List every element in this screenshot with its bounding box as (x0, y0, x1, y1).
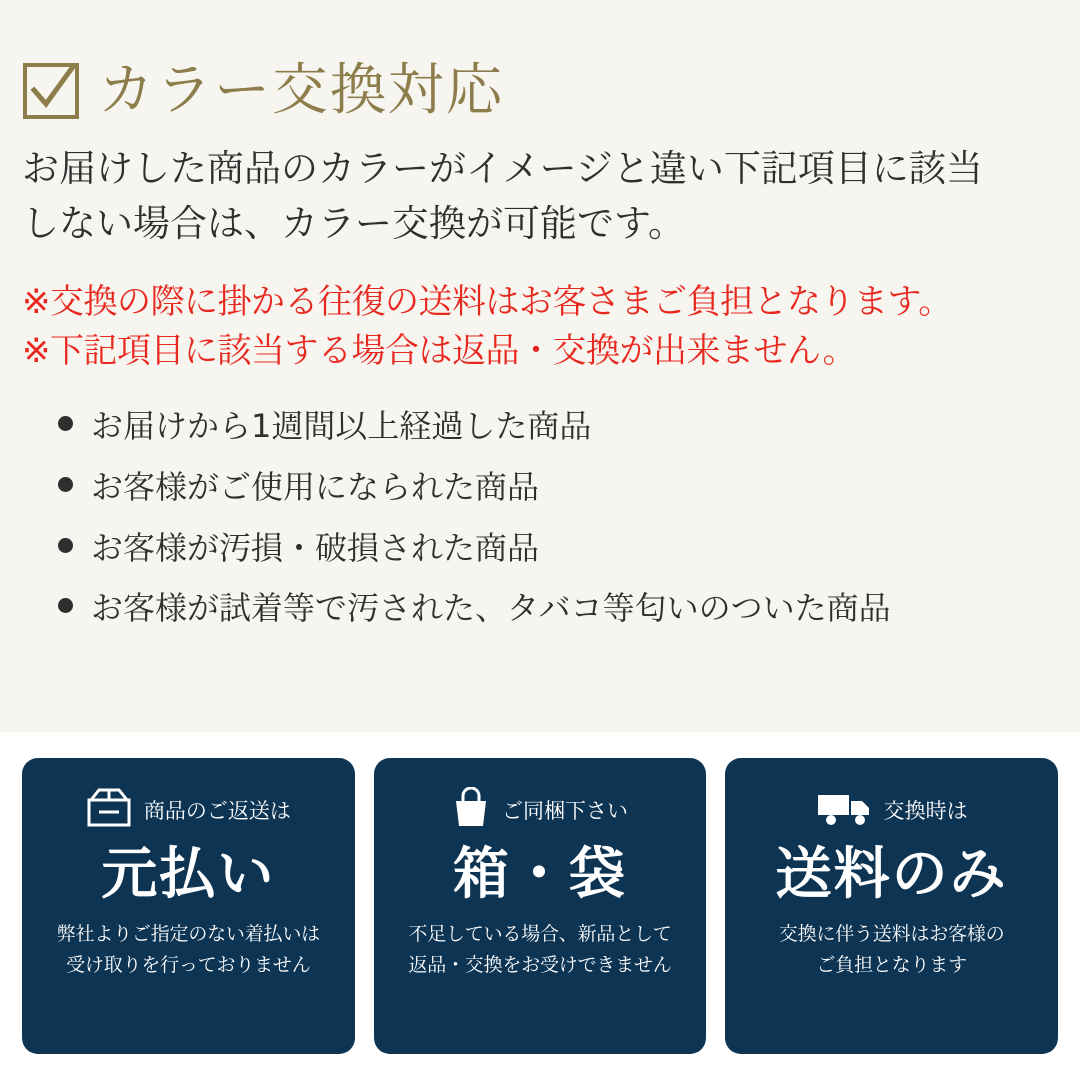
card-note-line-1: 不足している場合、新品として (408, 922, 672, 945)
bullet-dot-icon (58, 477, 73, 492)
delivery-truck-icon (816, 789, 872, 832)
page-title: カラー交換対応 (98, 58, 504, 123)
list-item-label: お客様がご使用になられた商品 (91, 467, 540, 506)
card-headline: 箱・袋 (453, 842, 627, 907)
shopping-bag-icon (452, 787, 490, 834)
card-headline: 送料のみ (775, 842, 1008, 907)
card-header (743, 784, 1040, 836)
policy-cards-strip (0, 732, 1080, 1080)
policy-card-exchange-shipping (725, 758, 1058, 1054)
card-kicker: 交換時は (883, 799, 968, 823)
list-item (58, 578, 1058, 639)
card-headline: 元払い (101, 842, 276, 907)
list-item-label: お客様が汚損・破損された商品 (91, 528, 540, 567)
policy-card-shipping-prepaid (22, 758, 355, 1054)
list-item-label: お客様が試着等で汚された、タバコ等匂いのついた商品 (91, 589, 891, 628)
list-item (58, 396, 1058, 457)
page-title-row (22, 58, 1058, 123)
card-note-line-1: 交換に伴う送料はお客様の (778, 922, 1005, 945)
alert-note: ※下記項目に該当する場合は返品・交換が出来ません。 (22, 330, 857, 371)
alert-notes (22, 278, 1058, 377)
open-box-icon (86, 788, 132, 833)
alert-note: ※交換の際に掛かる往復の送料はお客さまご負担となります。 (22, 281, 952, 322)
card-note (57, 919, 320, 981)
card-header (40, 784, 337, 836)
checkbox-checked-icon (22, 62, 80, 120)
list-item-label: お届けから1週間以上経過した商品 (91, 407, 592, 446)
card-header (392, 784, 689, 836)
card-note-line-1: 弊社よりご指定のない着払いは (56, 922, 320, 945)
list-item (58, 518, 1058, 579)
card-kicker: ご同梱下さい (502, 799, 628, 823)
exclusion-list (22, 396, 1058, 639)
card-kicker: 商品のご返送は (143, 799, 291, 823)
bullet-dot-icon (58, 598, 73, 613)
card-note-line-2: 返品・交換をお受けできません (408, 953, 672, 976)
card-note (408, 919, 671, 981)
card-note-line-2: 受け取りを行っておりません (66, 953, 311, 976)
list-item (58, 457, 1058, 518)
policy-card-include-packaging (374, 758, 707, 1054)
lead-paragraph (22, 142, 1058, 252)
card-note-line-2: ご負担となります (816, 953, 967, 976)
card-note (779, 919, 1005, 981)
bullet-dot-icon (58, 538, 73, 553)
bullet-dot-icon (58, 416, 73, 431)
lead-line-2: しない場合は、カラー交換が可能です。 (22, 201, 686, 245)
lead-line-1: お届けした商品のカラーがイメージと違い下記項目に該当 (22, 147, 983, 190)
